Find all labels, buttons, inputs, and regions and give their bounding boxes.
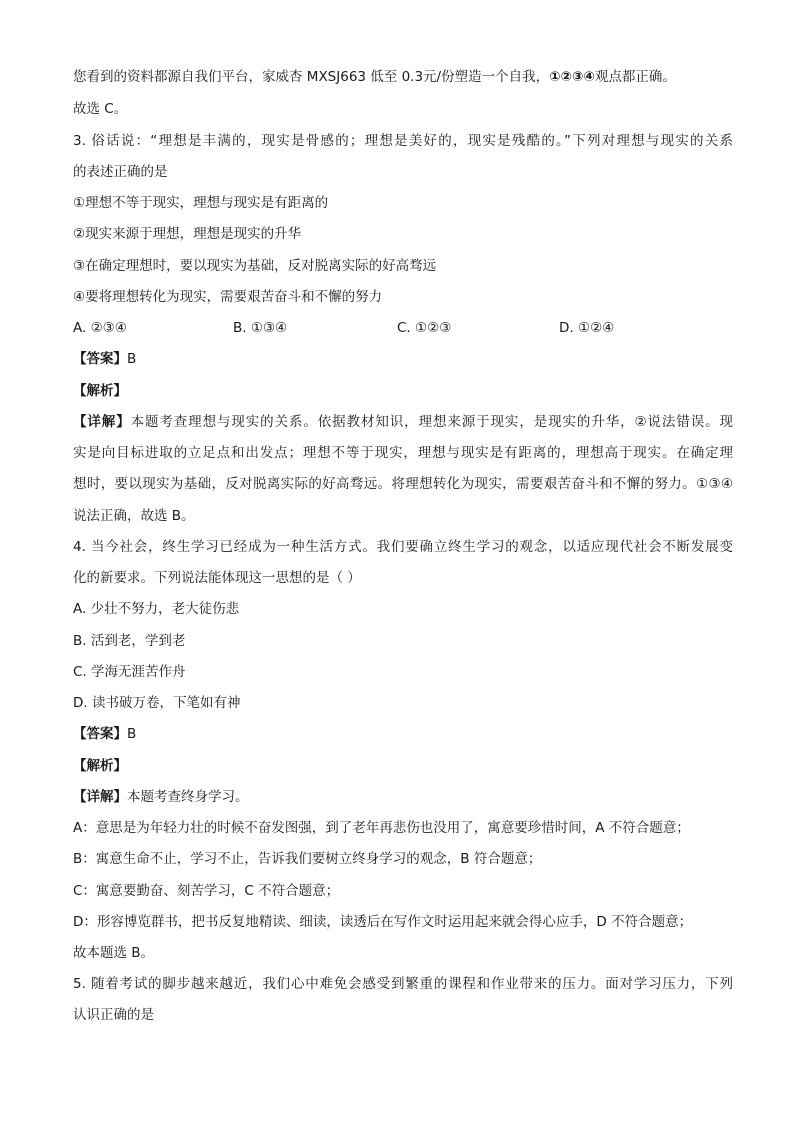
question-4-option-a: A. 少壮不努力，老大徒伤悲 [73, 601, 240, 617]
question-4-option-c: C. 学海无涯苦作舟 [73, 664, 186, 680]
question-4-detail [73, 788, 733, 806]
question-4-explain-a: A：意思是为年轻力壮的时候不奋发图强，到了老年再悲伤也没用了，寓意要珍惜时间，A 不符合题意； [73, 820, 690, 836]
answer-value: B [127, 726, 137, 742]
answer-tag: 【答案】 [73, 351, 127, 367]
question-3-stem-1: 3. 俗话说：“理想是丰满的，现实是骨感的；理想是美好的，现实是残酷的。”下列对理想与现实的关系 [73, 133, 733, 149]
intro-text: 您看到的资料都源自我们平台，家威杏 MXSJ663 低至 0.3元/份塑造一个自我， [73, 69, 550, 85]
analysis-tag: 【解析】 [73, 383, 127, 399]
question-3-answer [73, 350, 733, 368]
question-3-statement-4: ④要将理想转化为现实，需要艰苦奋斗和不懈的努力 [73, 289, 383, 305]
answer-tag: 【答案】 [73, 726, 127, 742]
question-4-option-d: D. 读书破万卷，下笔如有神 [73, 695, 241, 711]
answer-value: B [127, 351, 137, 367]
question-4-explain-d: D：形容博览群书，把书反复地精读、细读，读透后在写作文时运用起来就会得心应手，D 不符合题意； [73, 914, 693, 930]
question-4-stem-1: 4. 当今社会，终生学习已经成为一种生活方式。我们要确立终生学习的观念，以适应现代社会不断发展变 [73, 539, 733, 555]
question-3-statement-1: ①理想不等于现实，理想与现实是有距离的 [73, 195, 329, 211]
question-5-stem-2: 认识正确的是 [73, 1007, 154, 1023]
question-5-stem-1: 5. 随着考试的脚步越来越近，我们心中难免会感受到繁重的课程和作业带来的压力。面对学习压力，下列 [73, 976, 733, 992]
detail-tag: 【详解】 [73, 789, 127, 805]
question-3-detail-2: 实是向目标进取的立足点和出发点；理想不等于现实，理想与现实是有距离的，理想高于现实。在确定理 [73, 445, 733, 461]
question-3-option-a: A. ②③④ [73, 320, 127, 336]
question-3-option-b: B. ①③④ [233, 320, 288, 336]
question-3-detail-3: 想时，要以现实为基础，反对脱离实际的好高骛远。将理想转化为现实，需要艰苦奋斗和不懈的努力。①③④ [73, 476, 733, 492]
question-3-detail-1 [73, 413, 733, 431]
question-4-option-b: B. 活到老，学到老 [73, 633, 186, 649]
question-4-answer [73, 725, 733, 743]
circled-options: ①②③④ [549, 69, 595, 85]
question-4-analysis-heading [73, 757, 733, 775]
question-3-stem-2: 的表述正确的是 [73, 164, 168, 180]
question-4-explain-b: B：寓意生命不止，学习不止，告诉我们要树立终身学习的观念，B 符合题意； [73, 851, 542, 867]
detail-tag: 【详解】 [73, 414, 131, 430]
intro-line-1 [73, 68, 733, 86]
question-3-statement-2: ②现实来源于理想，理想是现实的升华 [73, 226, 302, 242]
question-3-detail-4: 说法正确，故选 B。 [73, 508, 195, 524]
intro-text-end: 观点都正确。 [594, 69, 676, 85]
detail-text: 本题考查理想与现实的关系。依据教材知识，理想来源于现实，是现实的升华，②说法错误。现 [130, 414, 733, 430]
question-4-conclusion: 故本题选 B。 [73, 945, 155, 961]
question-4-stem-2: 化的新要求。下列说法能体现这一思想的是（ ） [73, 570, 361, 586]
question-3-option-d: D. ①②④ [559, 320, 615, 336]
question-3-statement-3: ③在确定理想时，要以现实为基础，反对脱离实际的好高骛远 [73, 258, 437, 274]
question-3-analysis-heading [73, 382, 733, 400]
intro-line-2: 故选 C。 [73, 101, 128, 117]
analysis-tag: 【解析】 [73, 758, 127, 774]
detail-text: 本题考查终身学习。 [127, 789, 249, 805]
question-3-option-c: C. ①②③ [397, 320, 452, 336]
question-4-explain-c: C：寓意要勤奋、刻苦学习，C 不符合题意； [73, 883, 340, 899]
